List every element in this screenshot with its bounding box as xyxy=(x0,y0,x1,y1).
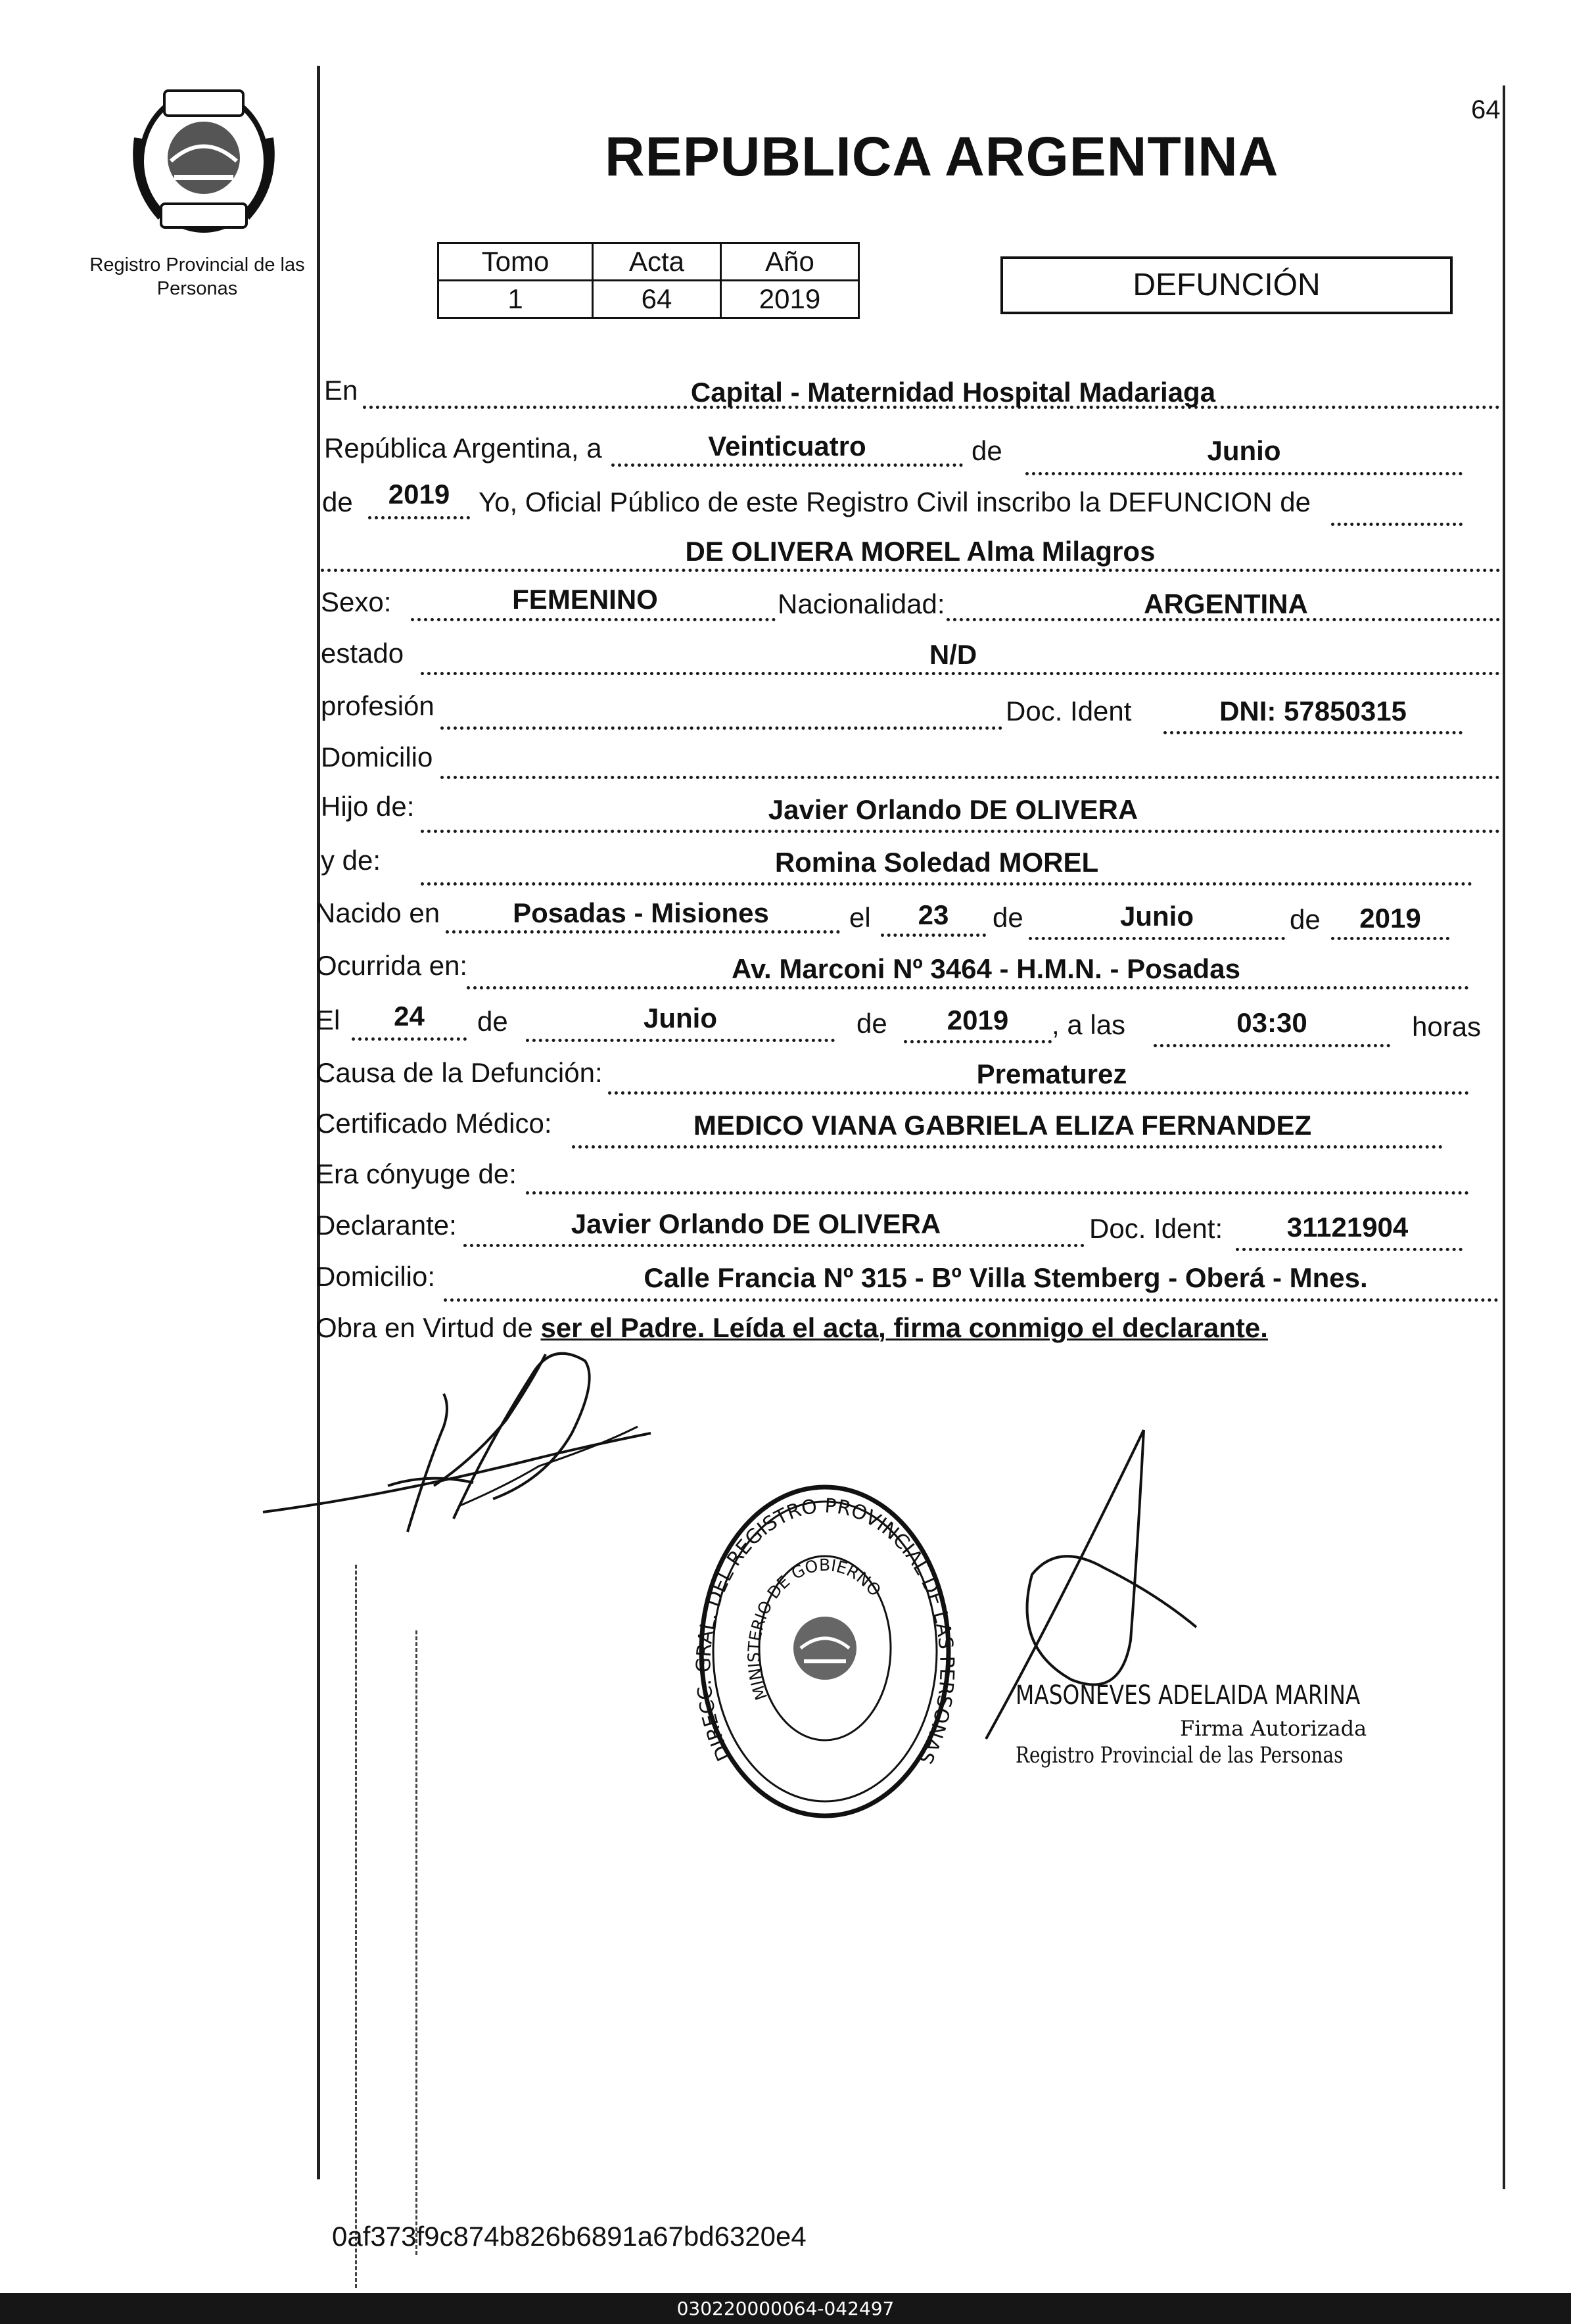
field-estado-civil: N/D xyxy=(929,639,977,670)
dots-padre xyxy=(421,830,1500,833)
signatory-office: Registro Provincial de las Personas xyxy=(1016,1742,1344,1768)
tomo-value: 1 xyxy=(438,281,593,318)
dots-declarante-doc xyxy=(1236,1248,1463,1251)
seal-outer-text: DIRECC AL. DEL REGISTRO PROVINCIAL DE LAS SONAS xyxy=(695,1494,955,1768)
dots-domicilio xyxy=(440,776,1500,779)
field-lugar: Capital - Maternidad Hospital Madariaga xyxy=(690,377,1216,408)
label-estado: estado xyxy=(321,638,404,669)
field-declarante: Javier Orlando DE OLIVERA xyxy=(571,1208,941,1239)
dots-defuncion-anio xyxy=(904,1040,1052,1043)
label-certificado: Certificado Médico: xyxy=(316,1108,552,1139)
label-de-d2: de xyxy=(856,1008,887,1039)
label-declarante: Declarante: xyxy=(316,1210,457,1241)
field-nombre: DE OLIVERA MOREL Alma Milagros xyxy=(685,536,1156,567)
dots-estado xyxy=(421,672,1500,675)
field-sexo: FEMENINO xyxy=(512,584,658,615)
tomo-header: Tomo xyxy=(438,243,593,281)
field-padre: Javier Orlando DE OLIVERA xyxy=(768,794,1138,825)
field-nacido-dia: 23 xyxy=(918,899,949,930)
dots-nombre xyxy=(321,569,1501,572)
field-defuncion-dia: 24 xyxy=(394,1001,425,1032)
barcode-text: 030220000064-042497 xyxy=(676,2298,895,2319)
registry-name: Registro Provincial de las Personas xyxy=(89,254,305,299)
label-sexo: Sexo: xyxy=(321,586,392,617)
field-dia-letras: Veinticuatro xyxy=(708,431,866,462)
province-emblem xyxy=(125,79,283,237)
record-header-row xyxy=(438,243,859,281)
label-nacido-en: Nacido en xyxy=(316,897,440,928)
label-de-d1: de xyxy=(477,1006,508,1037)
dots-conyuge xyxy=(526,1191,1469,1195)
label-hijo-de: Hijo de: xyxy=(321,791,415,822)
signatory-name: MASONEVES ADELAIDA MARINA xyxy=(1016,1680,1361,1711)
page-title: REPUBLICA ARGENTINA xyxy=(605,126,1279,187)
label-doc-ident-declarante: Doc. Ident: xyxy=(1089,1213,1223,1244)
seal-inner-text: MINISTERIO DE GOBIERNO xyxy=(744,1555,885,1703)
acta-header: Acta xyxy=(593,243,721,281)
label-de: de xyxy=(972,435,1002,466)
dots-declarante xyxy=(463,1244,1085,1247)
label-nacionalidad: Nacionalidad: xyxy=(778,588,945,619)
label-republica: República Argentina, a xyxy=(324,433,602,463)
label-obra: Obra en Virtud de xyxy=(316,1312,533,1343)
right-margin-line xyxy=(1503,85,1505,2189)
dots-defuncion-mes xyxy=(526,1039,835,1042)
dots-hora xyxy=(1154,1044,1390,1047)
dots-causa xyxy=(608,1091,1469,1095)
field-nacido-anio: 2019 xyxy=(1359,903,1421,934)
field-causa: Prematurez xyxy=(976,1058,1127,1089)
dots-sexo xyxy=(411,618,776,621)
label-el: el xyxy=(849,902,871,933)
dots-dia xyxy=(611,463,963,467)
dots-mes xyxy=(1025,472,1463,475)
label-y-de: y de: xyxy=(321,845,381,876)
field-defuncion-mes: Junio xyxy=(644,1003,717,1033)
dots-ocurrida xyxy=(467,986,1469,989)
field-nacido-lugar: Posadas - Misiones xyxy=(513,897,769,928)
label-domicilio: Domicilio xyxy=(321,742,433,772)
field-declarante-doc: 31121904 xyxy=(1286,1212,1409,1243)
label-causa: Causa de la Defunción: xyxy=(316,1057,603,1088)
dots-nacido-dia xyxy=(881,934,986,937)
label-profesion: profesión xyxy=(321,690,434,721)
margin-ticks-2 xyxy=(415,1630,417,2255)
dots-nacido-anio xyxy=(1331,937,1449,940)
dots-documento xyxy=(1163,731,1463,734)
dots-nacido-mes xyxy=(1029,937,1285,940)
dots-madre xyxy=(421,882,1472,886)
dots-defuncion-dia xyxy=(352,1037,467,1041)
label-el-fecha: El xyxy=(316,1005,340,1035)
field-defuncion-anio: 2019 xyxy=(947,1005,1009,1035)
label-de-n2: de xyxy=(1290,904,1321,935)
dots-certificado xyxy=(572,1145,1443,1149)
field-declarante-domicilio: Calle Francia Nº 315 - Bº Villa Stemberg - Oberá - Mnes. xyxy=(644,1262,1368,1293)
page-number: 64 xyxy=(1471,95,1501,124)
dots-inscribo-end xyxy=(1331,523,1463,526)
label-horas: horas xyxy=(1412,1011,1482,1042)
field-hora: 03:30 xyxy=(1236,1007,1307,1038)
official-seal xyxy=(695,1481,955,1822)
margin-ticks xyxy=(355,1565,429,2288)
official-signature xyxy=(973,1423,1223,1765)
field-nacido-mes: Junio xyxy=(1120,901,1194,932)
record-value-row xyxy=(438,281,859,318)
dots-declarante-domicilio xyxy=(444,1298,1499,1302)
document-type: DEFUNCIÓN xyxy=(1000,256,1453,314)
anio-value: 2019 xyxy=(721,281,859,318)
label-ocurrida-en: Ocurrida en: xyxy=(316,950,468,981)
label-a-las: , a las xyxy=(1052,1009,1126,1040)
anio-header: Año xyxy=(721,243,859,281)
dots-anio xyxy=(368,516,470,519)
document-hash: 0af373f9c874b826b6891a67bd6320e4 xyxy=(332,2221,807,2252)
field-certificado: MEDICO VIANA GABRIELA ELIZA FERNANDEZ xyxy=(693,1110,1312,1141)
field-mes: Junio xyxy=(1207,435,1281,466)
label-de-n1: de xyxy=(993,902,1023,933)
field-ocurrida-lugar: Av. Marconi Nº 3464 - H.M.N. - Posadas xyxy=(732,953,1240,984)
field-madre: Romina Soledad MOREL xyxy=(774,847,1099,878)
label-domicilio-declarante: Domicilio: xyxy=(316,1261,436,1292)
signatory-role: Firma Autorizada xyxy=(1180,1716,1367,1741)
label-inscribo: Yo, Oficial Público de este Registro Civil inscribo la DEFUNCION de xyxy=(479,486,1311,517)
label-de-anio: de xyxy=(322,486,353,517)
field-documento: DNI: 57850315 xyxy=(1219,696,1407,726)
label-en: En xyxy=(324,375,358,406)
dots-profesion xyxy=(440,726,1002,730)
field-nacionalidad: ARGENTINA xyxy=(1144,588,1308,619)
field-obra-texto: ser el Padre. Leída el acta, firma conmigo el declarante. xyxy=(540,1312,1268,1343)
label-doc-ident: Doc. Ident xyxy=(1006,696,1132,726)
declarant-signature xyxy=(256,1335,716,1552)
label-conyuge: Era cónyuge de: xyxy=(316,1158,517,1189)
dots-nacido-lugar xyxy=(446,930,840,934)
field-anio: 2019 xyxy=(388,479,450,510)
record-table xyxy=(437,242,860,319)
acta-value: 64 xyxy=(593,281,721,318)
